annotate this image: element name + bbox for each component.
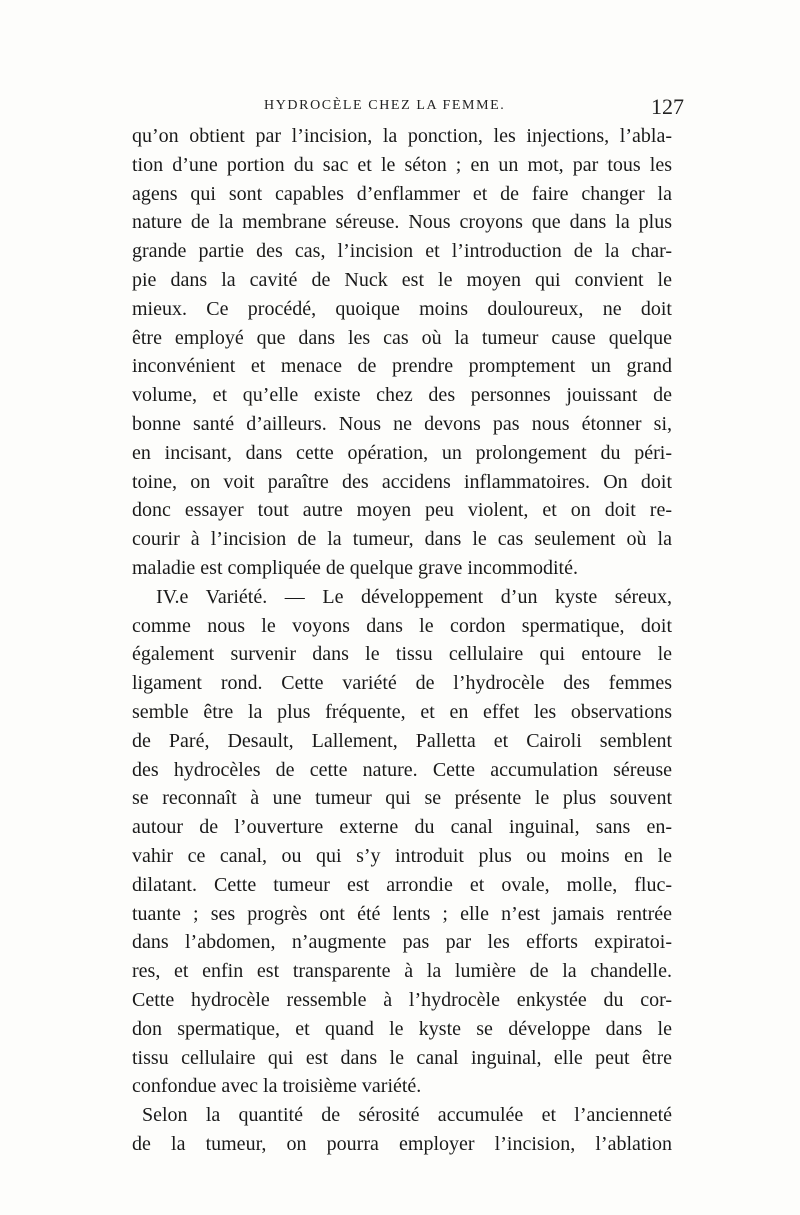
- page-number: 127: [651, 94, 684, 119]
- text-line: maladie est compliquée de quelque grave incommodité.: [132, 556, 578, 579]
- text-line: des hydrocèles de cette nature. Cette accumulation séreuse: [132, 758, 672, 781]
- text-line: tuante ; ses progrès ont été lents ; elle n’est jamais rentrée: [132, 902, 672, 925]
- text-line: vahir ce canal, ou qui s’y introduit plus ou moins en le: [132, 844, 672, 867]
- text-line: également survenir dans le tissu cellulaire qui entoure le: [132, 643, 672, 666]
- page-header: [130, 94, 686, 120]
- running-head: HYDROCÈLE CHEZ LA FEMME.: [264, 98, 506, 113]
- text-line: de Paré, Desault, Lallement, Palletta et Cairoli semblent: [132, 729, 672, 752]
- text-line: autour de l’ouverture externe du canal inguinal, sans en-: [132, 816, 672, 839]
- text-line: en incisant, dans cette opération, un prolongement du péri-: [132, 441, 672, 464]
- text-line: bonne santé d’ailleurs. Nous ne devons pas nous étonner si,: [132, 412, 672, 435]
- section-heading-line: IV.e Variété. — Le développement d’un kyste séreux,: [156, 585, 672, 608]
- text-line: courir à l’incision de la tumeur, dans le cas seulement où la: [132, 528, 672, 551]
- text-line: confondue avec la troisième variété.: [132, 1075, 422, 1098]
- text-line: grande partie des cas, l’incision et l’introduction de la char-: [132, 240, 672, 263]
- text-line: Cette hydrocèle ressemble à l’hydrocèle enkystée du cor-: [132, 988, 672, 1011]
- text-line: agens qui sont capables d’enflammer et de faire changer la: [132, 182, 672, 205]
- text-line: don spermatique, et quand le kyste se développe dans le: [132, 1017, 672, 1040]
- text-line: donc essayer tout autre moyen peu violent, et on doit re-: [132, 499, 672, 522]
- text-line: dilatant. Cette tumeur est arrondie et ovale, molle, fluc-: [132, 873, 672, 896]
- text-line: être employé que dans les cas où la tumeur cause quelque: [132, 326, 672, 349]
- text-line: comme nous le voyons dans le cordon spermatique, doit: [132, 614, 672, 637]
- text-line: mieux. Ce procédé, quoique moins douloureux, ne doit: [132, 297, 672, 320]
- text-line: res, et enfin est transparente à la lumière de la chandelle.: [132, 960, 672, 983]
- text-line: se reconnaît à une tumeur qui se présente le plus souvent: [132, 787, 672, 810]
- text-line: pie dans la cavité de Nuck est le moyen qui convient le: [132, 268, 672, 291]
- text-line: tion d’une portion du sac et le séton ; en un mot, par tous les: [132, 153, 672, 176]
- text-line: dans l’abdomen, n’augmente pas par les efforts expiratoi-: [132, 931, 672, 954]
- text-line: tissu cellulaire qui est dans le canal inguinal, elle peut être: [132, 1046, 672, 1069]
- text-line: nature de la membrane séreuse. Nous croyons que dans la plus: [132, 211, 672, 234]
- text-line: toine, on voit paraître des accidens inflammatoires. On doit: [132, 470, 672, 493]
- text-line: volume, et qu’elle existe chez des personnes jouissant de: [132, 384, 672, 407]
- body-text: [132, 122, 672, 1159]
- text-line: inconvénient et menace de prendre promptement un grand: [132, 355, 672, 378]
- text-line: ligament rond. Cette variété de l’hydrocèle des femmes: [132, 672, 672, 695]
- text-line: qu’on obtient par l’incision, la ponction, les injections, l’abla-: [132, 125, 672, 147]
- text-line: Selon la quantité de sérosité accumulée et l’ancienneté: [142, 1104, 672, 1127]
- text-line: de la tumeur, on pourra employer l’incision, l’ablation: [132, 1132, 672, 1155]
- text-line: semble être la plus fréquente, et en effet les observations: [132, 700, 672, 723]
